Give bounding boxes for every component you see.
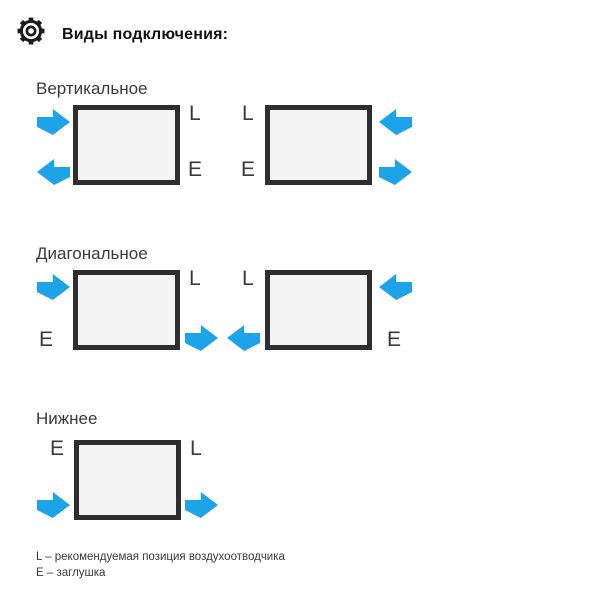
flow-arrow-left-icon	[379, 274, 412, 300]
air-vent-label: L	[189, 102, 201, 125]
section-title-diagonal: Диагональное	[36, 244, 148, 263]
air-vent-label: L	[189, 267, 201, 290]
flow-arrow-right-icon	[185, 492, 218, 518]
radiator-box	[265, 105, 372, 185]
plug-label: E	[39, 328, 54, 351]
air-vent-label: L	[242, 267, 254, 290]
plug-label: E	[50, 437, 65, 460]
air-vent-label: L	[242, 102, 254, 125]
radiator-box	[74, 440, 181, 520]
legend-line-plug: E – заглушка	[36, 567, 106, 579]
flow-arrow-right-icon	[37, 109, 70, 135]
gear-icon	[16, 16, 46, 46]
section-title-vertical: Вертикальное	[36, 79, 148, 98]
plug-label: E	[241, 158, 256, 181]
flow-arrow-right-icon	[379, 159, 412, 185]
flow-arrow-left-icon	[379, 109, 412, 135]
plug-label: E	[387, 328, 402, 351]
flow-arrow-left-icon	[227, 325, 260, 351]
legend-line-air-vent: L – рекомендуемая позиция воздухоотводчика	[36, 551, 285, 563]
flow-arrow-right-icon	[37, 274, 70, 300]
flow-arrow-right-icon	[185, 325, 218, 351]
section-title-bottom: Нижнее	[36, 409, 98, 428]
plug-label: E	[188, 158, 203, 181]
flow-arrow-right-icon	[37, 492, 70, 518]
page-title: Виды подключения:	[62, 26, 229, 43]
radiator-box	[73, 105, 180, 185]
radiator-box	[265, 270, 372, 350]
radiator-box	[73, 270, 180, 350]
air-vent-label: L	[190, 437, 202, 460]
flow-arrow-left-icon	[37, 159, 70, 185]
